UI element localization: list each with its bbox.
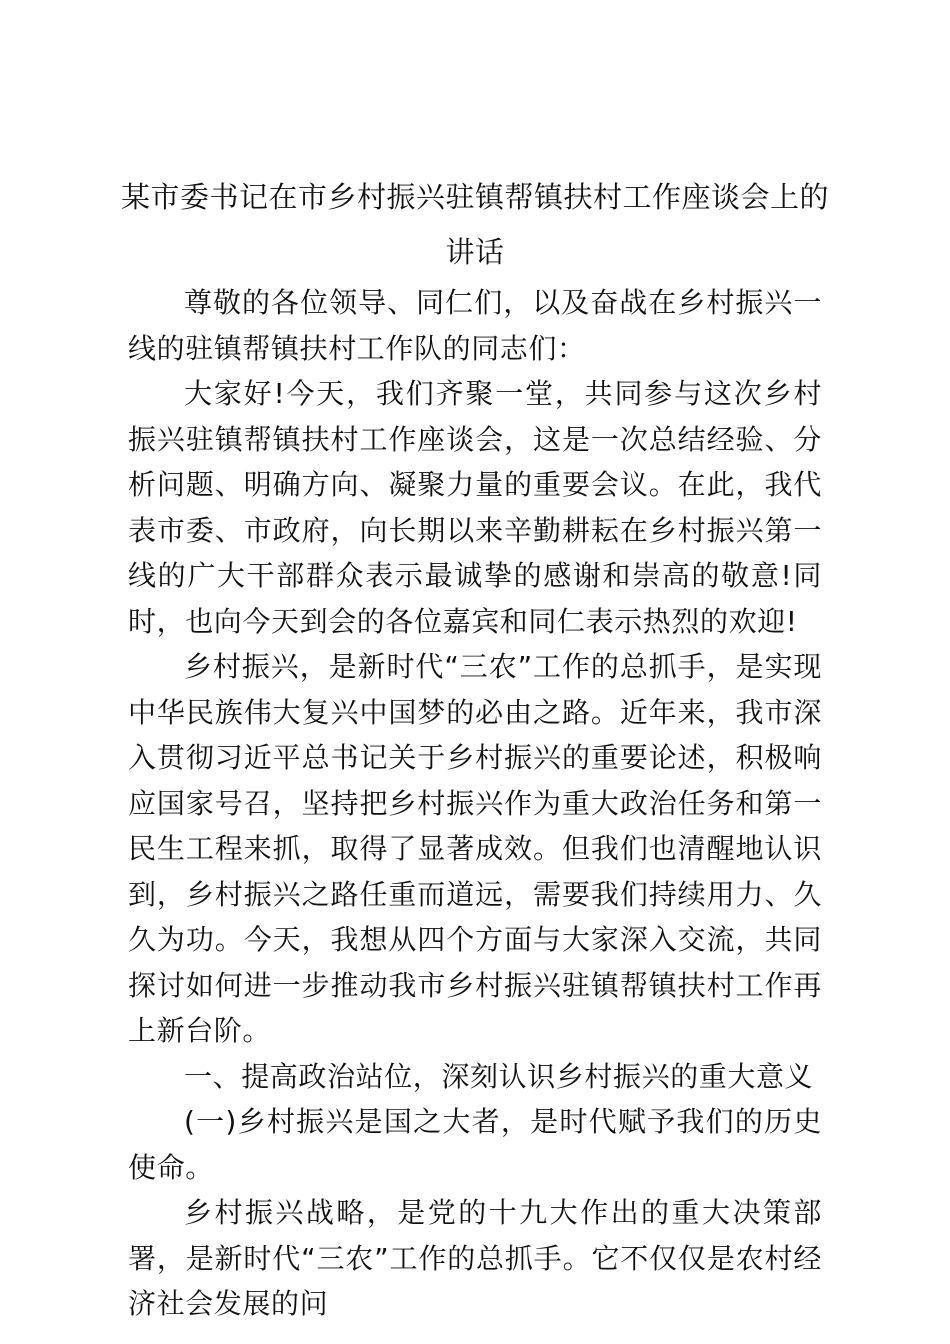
body-paragraph-2: 乡村振兴，是新时代“三农”工作的总抓手，是实现中华民族伟大复兴中国梦的必由之路。近年来，我市深入贯彻习近平总书记关于乡村振兴的重要论述，积极响应国家号召，坚持把乡村振兴作为重大政治任务和第一民生工程来抓，取得了显著成效。但我们也清醒地认识到，乡村振兴之路任重而道远，需要我们持续用力、久久为功。今天，我想从四个方面与大家深入交流，共同探讨如何进一步推动我市乡村振兴驻镇帮镇扶村工作再上新台阶。 (128, 650, 822, 1047)
section-heading: 一、提高政治站位，深刻认识乡村振兴的重大意义 (184, 1059, 814, 1093)
salutation: 尊敬的各位领导、同仁们，以及奋战在乡村振兴一线的驻镇帮镇扶村工作队的同志们： (128, 286, 822, 365)
body-paragraph-3: 乡村振兴战略，是党的十九大作出的重大决策部署，是新时代“三农”工作的总抓手。它不仅仅是农村经济社会发展的问 (128, 1196, 822, 1320)
subsection-heading: (一)乡村振兴是国之大者，是时代赋予我们的历史使命。 (128, 1105, 822, 1184)
document-title: 某市委书记在市乡村振兴驻镇帮镇扶村工作座谈会上的讲话 (120, 180, 829, 269)
body-paragraph-1: 大家好!今天，我们齐聚一堂，共同参与这次乡村振兴驻镇帮镇扶村工作座谈会，这是一次总结经验、分析问题、明确方向、凝聚力量的重要会议。在此，我代表市委、市政府，向长期以来辛勤耕耘在乡村振兴第一线的广大干部群众表示最诚挚的感谢和崇高的敬意!同时，也向今天到会的各位嘉宾和同仁表示热烈的欢迎! (128, 377, 822, 638)
document-page (120, 170, 829, 1327)
